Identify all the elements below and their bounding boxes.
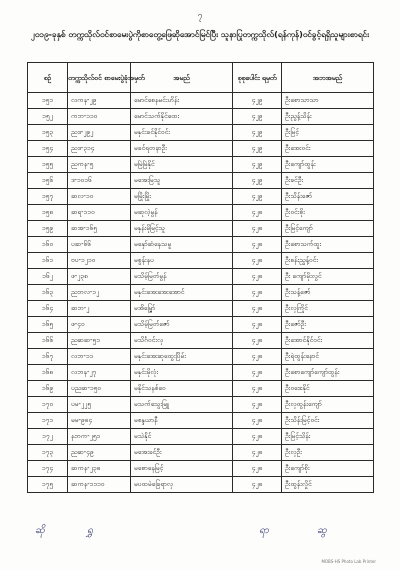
cell-total-marks: ၄၂၈: [233, 429, 282, 445]
table-row: [28, 269, 374, 285]
document-heading: ၂၀၁၉-ခုနှစ် တက္ကသိုလ်ဝင်စာမေးပွဲကိုစာတွေ့ဖြေဆိုအောင်မြင်ပြီး သူနာပြုတက္ကသိုလ်(ရန်ကုန်)ဝင်ခွင့်ရရှိသူများစာရင်း: [30, 29, 370, 39]
cell-serial: ၁၅၆: [28, 173, 68, 189]
cell-serial: ၁၆၀: [28, 237, 68, 253]
cell-father-name: ဦး ကျော်မိုးလွင်: [282, 269, 374, 285]
table-row: [28, 397, 374, 413]
table-header-row: [28, 63, 374, 93]
cell-total-marks: ၄၂၈: [233, 317, 282, 333]
table-row: [28, 221, 374, 237]
header-name: အမည်: [131, 63, 233, 93]
cell-father-name: ဦးမြင့်သိန်း: [282, 429, 374, 445]
cell-serial: ၁၅၄: [28, 141, 68, 157]
cell-serial: ၁၅၃: [28, 125, 68, 141]
signature-3: ရာ: [259, 525, 269, 536]
cell-roll-number: ဗပ-၁၂၁၀: [68, 253, 131, 269]
cell-serial: ၁၆၉: [28, 381, 68, 397]
cell-roll-number: ပညဆ-၁၅၀: [68, 381, 131, 397]
table-row: [28, 381, 374, 397]
cell-father-name: ဦးမြင့်: [282, 125, 374, 141]
cell-serial: ၁၇၁: [28, 413, 68, 429]
cell-roll-number: ဆရ-၁၁၀: [68, 205, 131, 221]
cell-name: မသိမ့်မြတ်မွန်: [131, 269, 233, 285]
cell-father-name: ဦးရဲထွန်းနောင်: [282, 349, 374, 365]
cell-total-marks: ၄၂၈: [233, 445, 282, 461]
table-row: [28, 141, 374, 157]
cell-total-marks: ၄၂၈: [233, 397, 282, 413]
cell-total-marks: ၄၂၈: [233, 301, 282, 317]
cell-name: မမြဲမြဲနိုင်: [131, 157, 233, 173]
cell-total-marks: ၄၂၈: [233, 461, 282, 477]
cell-name: မနှင်းအေးဆုထွေးပြိမ်း: [131, 349, 233, 365]
cell-serial: ၁၇၄: [28, 461, 68, 477]
cell-father-name: ဦးထွန်းလှိုင်: [282, 477, 374, 493]
cell-roll-number: ညဒ-၃၁၄: [68, 141, 131, 157]
cell-name: မသဲနိုင်: [131, 429, 233, 445]
page-number: ၇: [197, 11, 203, 21]
cell-roll-number: ဖ-၄၀: [68, 317, 131, 333]
cell-name: မောင်သက်နိုင်ထေး: [131, 109, 233, 125]
cell-serial: ၁၅၅: [28, 157, 68, 173]
table-row: [28, 205, 374, 221]
cell-total-marks: ၄၂၉: [233, 189, 282, 205]
table-row: [28, 445, 374, 461]
cell-father-name: ဦးဝင်းစိုး: [282, 205, 374, 221]
cell-name: မမြိုးမြိုး: [131, 189, 233, 205]
cell-name: မသက်သွေးမြူ: [131, 397, 233, 413]
cell-serial: ၁၆၆: [28, 333, 68, 349]
cell-total-marks: ၄၂၉: [233, 109, 282, 125]
cell-roll-number: မမ-၉၈၄: [68, 413, 131, 429]
cell-name: မအိမ္မြော်: [131, 301, 233, 317]
table-row: [28, 301, 374, 317]
cell-name: မခင်ရတနာဦး: [131, 141, 233, 157]
cell-roll-number: ဆအ-၁၆၅: [68, 221, 131, 237]
cell-name: မဆုလဲ့မွန်: [131, 205, 233, 221]
cell-serial: ၁၇၀: [28, 397, 68, 413]
cell-roll-number: လဘန-၂၇: [68, 365, 131, 381]
cell-roll-number: ကဘ-၁၁၀: [68, 109, 131, 125]
cell-serial: ၁၆၁: [28, 253, 68, 269]
signature-1: ဆို: [35, 525, 45, 536]
header-father-name: အဘအမည်: [282, 63, 374, 93]
cell-name: မသိင်္ဂဝင်းလှ: [131, 333, 233, 349]
table-row: [28, 413, 374, 429]
cell-name: မောင်စေနမင်းဟိန်း: [131, 93, 233, 109]
table-row: [28, 157, 374, 173]
cell-roll-number: ညဒ-၂၉၂: [68, 125, 131, 141]
cell-name: မနှော်ဆံနေသမူ: [131, 237, 233, 253]
cell-father-name: ဦးကျော်စိုး: [282, 461, 374, 477]
table-row: [28, 429, 374, 445]
cell-total-marks: ၄၂၈: [233, 221, 282, 237]
table-row: [28, 333, 374, 349]
cell-serial: ၁၅၈: [28, 205, 68, 221]
cell-total-marks: ၄၂၉: [233, 157, 282, 173]
cell-serial: ၁၅၁: [28, 93, 68, 109]
cell-serial: ၁၇၃: [28, 445, 68, 461]
table-row: [28, 285, 374, 301]
footer-note: MOBS-HS Photo Lab Printer: [321, 559, 376, 564]
table-row: [28, 189, 374, 205]
cell-father-name: ဦးသိန်းဇော်: [282, 189, 374, 205]
cell-total-marks: ၄၂၈: [233, 349, 282, 365]
cell-serial: ၁၇၅: [28, 477, 68, 493]
cell-total-marks: ၄၂၉: [233, 141, 282, 157]
cell-total-marks: ၄၂၈: [233, 381, 282, 397]
table-row: [28, 109, 374, 125]
cell-father-name: ဦးစန်းညွှန့်ဝင်း: [282, 253, 374, 269]
cell-roll-number: ပမ-၂၂၅: [68, 397, 131, 413]
cell-roll-number: ဒ-၁၀၁၆: [68, 173, 131, 189]
cell-total-marks: ၄၂၈: [233, 333, 282, 349]
cell-name: မအေးမြသူ: [131, 173, 233, 189]
cell-roll-number: ဆကန-၁၁၁၀: [68, 477, 131, 493]
table-row: [28, 461, 374, 477]
cell-name: မနှန်းမိုမြင့်သူ: [131, 221, 233, 237]
cell-father-name: ဦးသန့်ဇော်: [282, 285, 374, 301]
cell-name: မနှင်းမိုလုံး: [131, 365, 233, 381]
header-total-marks: စုစုပေါင်း ရမှတ်: [233, 63, 282, 93]
cell-father-name: ဦးလှထွန်းကျော်: [282, 397, 374, 413]
cell-serial: ၁၆၃: [28, 285, 68, 301]
results-table: [27, 62, 374, 493]
header-roll-number: တက္ကသိုလ်ဝင် စာမေးပွဲခုံအမှတ်: [68, 63, 131, 93]
cell-total-marks: ၄၂၈: [233, 237, 282, 253]
cell-roll-number: ညဆဆ-၅၁: [68, 333, 131, 349]
cell-father-name: ဦးအေးဝင်း: [282, 141, 374, 157]
signature-row: [27, 523, 373, 547]
cell-serial: ၁၆၅: [28, 317, 68, 333]
cell-name: မစန္ဒယာနီ: [131, 413, 233, 429]
signature-2: ရွှ: [87, 525, 93, 536]
cell-roll-number: လကန-၂၉: [68, 93, 131, 109]
cell-roll-number: ညကန-၅: [68, 157, 131, 173]
table-row: [28, 477, 374, 493]
cell-roll-number: ဆဘ-၂: [68, 301, 131, 317]
cell-father-name: ဦးအောင်နိုင်ဝင်း: [282, 333, 374, 349]
cell-name: မစွန်းနပ: [131, 253, 233, 269]
cell-roll-number: ဖ-၂၃၈: [68, 269, 131, 285]
cell-roll-number: ဆလ-၁၀: [68, 189, 131, 205]
cell-serial: ၁၅၉: [28, 221, 68, 237]
table-row: [28, 349, 374, 365]
cell-total-marks: ၄၂၈: [233, 269, 282, 285]
cell-father-name: ဦးမြင့်ကျော်: [282, 221, 374, 237]
cell-father-name: ဦးဝဒေးနိုင်: [282, 381, 374, 397]
cell-total-marks: ၄၂၉: [233, 125, 282, 141]
cell-roll-number: နဘက-၂၅၁: [68, 429, 131, 445]
cell-serial: ၁၅၇: [28, 189, 68, 205]
cell-name: မနိုင်သနစ်ဝေ: [131, 381, 233, 397]
cell-total-marks: ၄၂၈: [233, 205, 282, 221]
cell-total-marks: ၄၂၈: [233, 253, 282, 269]
table-row: [28, 253, 374, 269]
cell-roll-number: ပဆ-၆၆: [68, 237, 131, 253]
table-row: [28, 93, 374, 109]
table-row: [28, 173, 374, 189]
table-row: [28, 237, 374, 253]
cell-name: မသိမ့်မြတ်ဇော်: [131, 317, 233, 333]
cell-total-marks: ၄၂၈: [233, 413, 282, 429]
table-row: [28, 365, 374, 381]
cell-total-marks: ၄၂၉: [233, 93, 282, 109]
cell-serial: ၁၇၂: [28, 429, 68, 445]
cell-father-name: ဦးကျော်ထွန်း: [282, 157, 374, 173]
cell-father-name: ဦးသိန်းမြင့်ဝင်း: [282, 413, 374, 429]
cell-roll-number: လဘ-၁၁: [68, 349, 131, 365]
cell-father-name: ဦးညွန့်သိန်း: [282, 109, 374, 125]
cell-father-name: ဦးလှဦး: [282, 445, 374, 461]
cell-total-marks: ၄၂၉: [233, 173, 282, 189]
cell-father-name: ဦးစောကျော်ကျော်ထွန်း: [282, 365, 374, 381]
cell-serial: ၁၆၄: [28, 301, 68, 317]
signature-4: ဆွ: [317, 525, 327, 536]
table-row: [28, 125, 374, 141]
cell-serial: ၁၅၂: [28, 109, 68, 125]
cell-serial: ၁၆၂: [28, 269, 68, 285]
cell-name: မပထမဲခြေရာလှ: [131, 477, 233, 493]
cell-total-marks: ၄၂၈: [233, 477, 282, 493]
cell-roll-number: ဆကန-၂၃၈: [68, 461, 131, 477]
cell-name: မအေးခင်ဦး: [131, 445, 233, 461]
cell-name: မနှင်းအေးအေးအောင်: [131, 285, 233, 301]
header-serial: စဉ်: [28, 63, 68, 93]
cell-father-name: ဦးလှကြိုင်: [282, 301, 374, 317]
cell-roll-number: ညဘလ-၁၂: [68, 285, 131, 301]
cell-serial: ၁၆၈: [28, 365, 68, 381]
cell-roll-number: ညဆ-၄၉: [68, 445, 131, 461]
cell-total-marks: ၄၂၈: [233, 285, 282, 301]
cell-serial: ၁၆၇: [28, 349, 68, 365]
table-body: [28, 93, 374, 493]
cell-father-name: ဦးဇော်ဦး: [282, 317, 374, 333]
cell-father-name: ဦးစောသက်ထူး: [282, 237, 374, 253]
cell-name: မစောနေမြင့်: [131, 461, 233, 477]
table-row: [28, 317, 374, 333]
cell-name: မနှင်းခင်နိုင်ဝင်း: [131, 125, 233, 141]
cell-father-name: ဦးစောသာသာ: [282, 93, 374, 109]
cell-total-marks: ၄၂၈: [233, 365, 282, 381]
cell-father-name: ဦးခင်ဦး: [282, 173, 374, 189]
